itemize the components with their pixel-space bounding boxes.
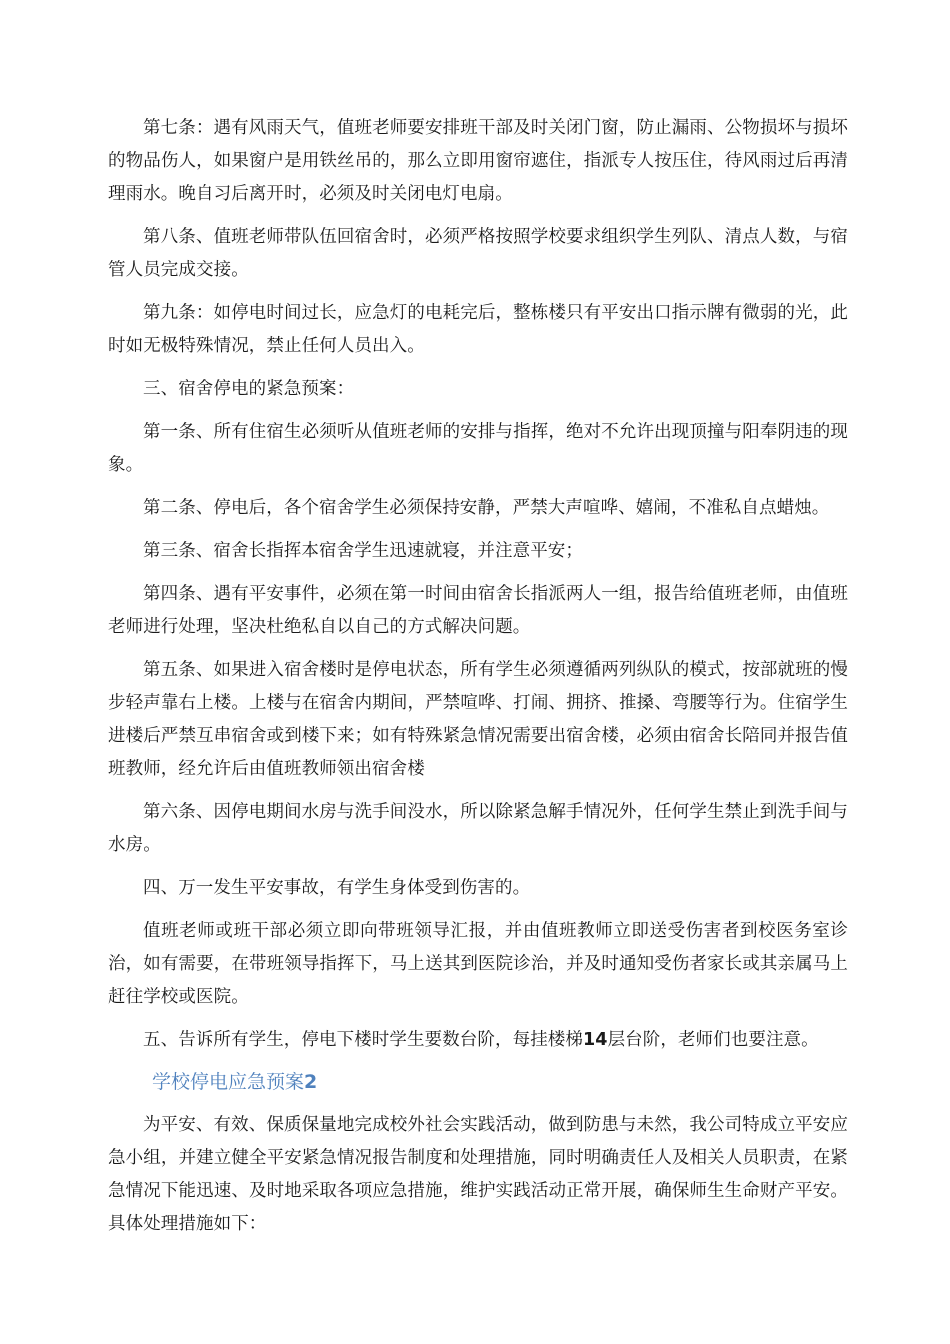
paragraph-accident-procedure: 值班老师或班干部必须立即向带班领导汇报，并由值班教师立即送受伤害者到校医务室诊治，如有需要，在带班领导指挥下，马上送其到医院诊治，并及时通知受伤者家长或其亲属马上赶往学校或医院。 [108,921,848,1007]
heading-number: 2 [304,1071,318,1093]
document-heading-plan-2 [108,1067,848,1097]
paragraph-stairs-counting [108,1024,848,1057]
paragraph-dorm-article-5: 第五条、如果进入宿舍楼时是停电状态，所有学生必须遵循两列纵队的模式，按部就班的慢步轻声靠右上楼。上楼与在宿舍内期间，严禁喧哗、打闹、拥挤、推搡、弯腰等行为。住宿学生进楼后严禁互串宿舍或到楼下来；如有特殊紧急情况需要出宿舍楼，必须由宿舍长陪同并报告值班教师，经允许后由值班教师领出宿舍楼 [108,660,848,779]
paragraph-article-7: 第七条：遇有风雨天气，值班老师要安排班干部及时关闭门窗，防止漏雨、公物损坏与损坏的物品伤人，如果窗户是用铁丝吊的，那么立即用窗帘遮住，指派专人按压住，待风雨过后再清理雨水。晚自习后离开时，必须及时关闭电灯电扇。 [108,118,848,204]
section-heading-dorm-outage: 三、宿舍停电的紧急预案： [143,379,355,399]
paragraph-article-9: 第九条：如停电时间过长，应急灯的电耗完后，整栋楼只有平安出口指示牌有微弱的光，此时如无极特殊情况，禁止任何人员出入。 [108,303,848,356]
heading-text: 学校停电应急预案 [152,1071,305,1093]
paragraph-dorm-article-6: 第六条、因停电期间水房与洗手间没水，所以除紧急解手情况外，任何学生禁止到洗手间与水房。 [108,802,848,855]
paragraph-article-8: 第八条、值班老师带队伍回宿舍时，必须严格按照学校要求组织学生列队、清点人数，与宿管人员完成交接。 [108,227,848,280]
stairs-count: 14 [583,1030,608,1050]
stairs-text-after: 层台阶，老师们也要注意。 [607,1030,819,1050]
section-heading-accident: 四、万一发生平安事故，有学生身体受到伤害的。 [143,878,531,898]
paragraph-dorm-article-4: 第四条、遇有平安事件，必须在第一时间由宿舍长指派两人一组，报告给值班老师，由值班老师进行处理，坚决杜绝私自以自己的方式解决问题。 [108,584,848,637]
stairs-text-before: 五、告诉所有学生，停电下楼时学生要数台阶，每挂楼梯 [143,1030,583,1050]
paragraph-dorm-article-1: 第一条、所有住宿生必须听从值班老师的安排与指挥，绝对不允许出现顶撞与阳奉阴违的现象。 [108,422,848,475]
paragraph-dorm-article-3: 第三条、宿舍长指挥本宿舍学生迅速就寝，并注意平安； [143,541,583,561]
document-page [108,112,848,1251]
paragraph-plan-2-intro: 为平安、有效、保质保量地完成校外社会实践活动，做到防患与未然，我公司特成立平安应急小组，并建立健全平安紧急情况报告制度和处理措施，同时明确责任人及相关人员职责，在紧急情况下能迅速、及时地采取各项应急措施，维护实践活动正常开展，确保师生生命财产平安。具体处理措施如下： [108,1115,848,1234]
paragraph-dorm-article-2: 第二条、停电后，各个宿舍学生必须保持安静，严禁大声喧哗、嬉闹，不准私自点蜡烛。 [143,498,830,518]
